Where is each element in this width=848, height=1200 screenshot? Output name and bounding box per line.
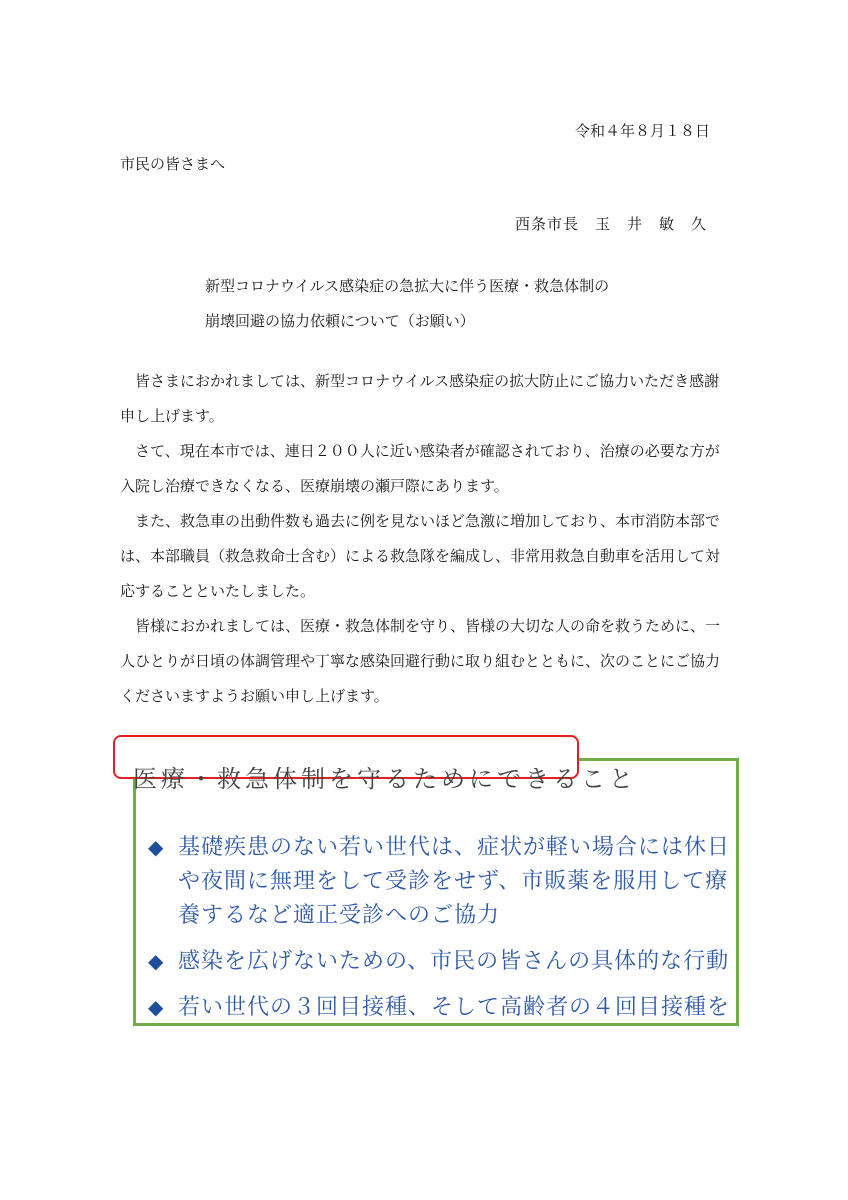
blue-diamond-icon: ◆ [148,835,164,859]
subject-line-2: 崩壊回避の協力依頼について（お願い） [205,312,475,330]
paragraph: また、救急車の出動件数も過去に例を見ないほど急激に増加しており、本市消防本部では、本部職員（救急救命士含む）による救急隊を編成し、非常用救急自動車を活用して対応することといたしました。 [120,512,721,600]
letter-body [120,364,730,714]
blue-diamond-icon: ◆ [148,995,164,1019]
list-item [148,991,738,1025]
list-item [148,945,738,979]
request-box-heading-tab [113,735,637,793]
request-box [133,758,739,1026]
list-item-text: 感染を広げないための、市民の皆さんの具体的な行動 [178,949,730,974]
list-item [148,831,738,933]
subject-line-1: 新型コロナウイルス感染症の急拡大に伴う医療・救急体制の [205,277,610,295]
sender: 西条市長 玉 井 敏 久 [515,215,708,233]
paragraph: 皆様におかれましては、医療・救急体制を守り、皆様の大切な人の命を救うために、一人ひとりが日頃の体調管理や丁寧な感染回避行動に取り組むとともに、次のことにご協力くださいますようお願い申し上げます。 [120,617,721,705]
paragraph: 皆さまにおかれましては、新型コロナウイルス感染症の拡大防止にご協力いただき感謝申し上げます。 [120,372,720,425]
paragraph: さて、現在本市では、連日２００人に近い感染者が確認されており、治療の必要な方が入院し治療できなくなる、医療崩壊の瀬戸際にあります。 [120,442,720,495]
addressee: 市民の皆さまへ [120,155,226,173]
list-item-text: 基礎疾患のない若い世代は、症状が軽い場合には休日や夜間に無理をして受診をせず、市販薬を服用して療養するなど適正受診へのご協力 [178,835,731,928]
blue-diamond-icon: ◆ [148,949,164,973]
request-list [148,831,738,1037]
request-box-heading: 医療・救急体制を守るためにできること [133,765,637,793]
list-item-text: 若い世代の３回目接種、そして高齢者の４回目接種を [178,995,731,1020]
date: 令和４年８月１８日 [575,122,711,140]
